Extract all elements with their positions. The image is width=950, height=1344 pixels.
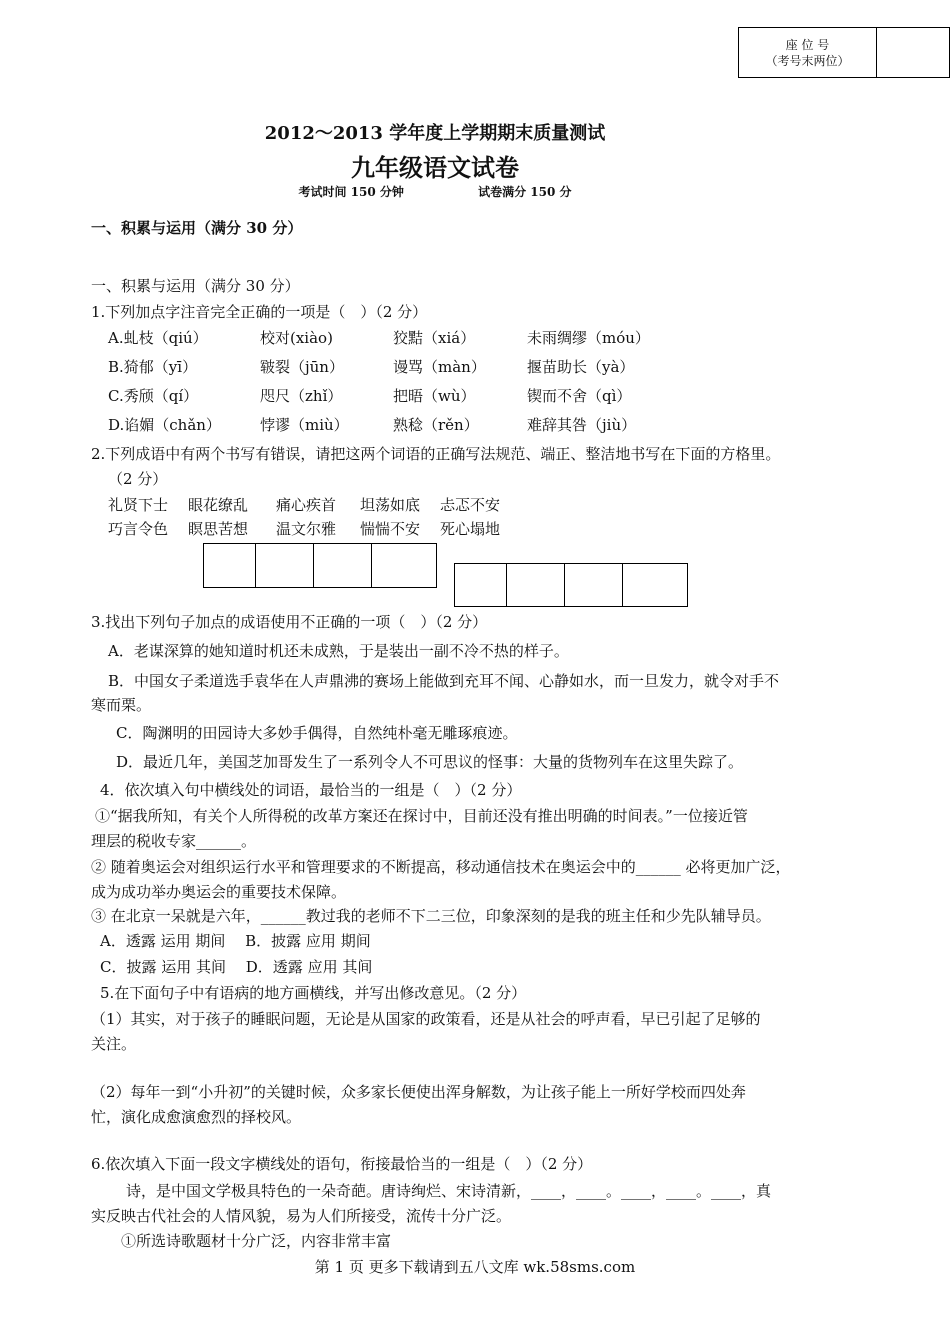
q1-option: 把晤（wù） <box>393 387 476 405</box>
exam-year-title: 2012～2013 学年度上学期期末质量测试 <box>264 123 606 144</box>
idiom: 瞑思苦想 <box>188 520 249 538</box>
q2-score: （2 分） <box>108 470 168 488</box>
q1-option: D.谄媚（chǎn） <box>108 416 221 434</box>
answer-grid-1[interactable] <box>203 543 437 588</box>
seat-number-box <box>738 27 950 78</box>
idiom: 礼贤下士 <box>108 496 169 514</box>
answer-cell[interactable] <box>507 564 565 606</box>
q2-stem: 2.下列成语中有两个书写有错误，请把这两个词语的正确写法规范、端正、整洁地书写在下面的方格里。 <box>91 445 781 463</box>
q3-option-d: D．最近几年，美国芝加哥发生了一系列令人不可思议的怪事：大量的货物列车在这里失踪了。 <box>116 753 744 771</box>
q5-stem: 5.在下面句子中有语病的地方画横线，并写出修改意见。（2 分） <box>100 984 527 1002</box>
answer-grid-2[interactable] <box>454 563 688 607</box>
q4-sentence-2-cont: 成为成功举办奥运会的重要技术保障。 <box>91 883 347 901</box>
q3-option-b: B．中国女子柔道选手袁华在人声鼎沸的赛场上能做到充耳不闻、心静如水，而一旦发力，就令对手不 <box>108 672 780 690</box>
section-heading-repeat: 一、积累与运用（满分 30 分） <box>91 277 300 295</box>
q6-stem: 6.依次填入下面一段文字横线处的语句，衔接最恰当的一组是（ ）（2 分） <box>91 1155 593 1173</box>
q4-sentence-1: ①“据我所知，有关个人所得税的改革方案还在探讨中，目前还没有推出明确的时间表。”一位接近管 <box>95 807 748 825</box>
q5-sentence-1-cont: 关注。 <box>91 1035 137 1053</box>
exam-main-title: 九年级语文试卷 <box>351 153 519 182</box>
idiom: 坦荡如底 <box>360 496 421 514</box>
idiom: 忐忑不安 <box>440 496 501 514</box>
q3-option-b-cont: 寒而栗。 <box>91 696 152 714</box>
idiom: 巧言令色 <box>108 520 169 538</box>
q1-option: 揠苗助长（yà） <box>527 358 635 376</box>
answer-cell[interactable] <box>455 564 507 606</box>
q5-sentence-1: （1）其实，对于孩子的睡眠问题，无论是从国家的政策看，还是从社会的呼声看，早已引起了足够的 <box>91 1010 761 1028</box>
answer-cell[interactable] <box>314 544 372 587</box>
q1-option: 狡黠（xiá） <box>393 329 476 347</box>
q4-sentence-1-cont: 理层的税收专家______。 <box>91 832 257 850</box>
q4-sentence-2: ② 随着奥运会对组织运行水平和管理要求的不断提高，移动通信技术在奥运会中的______ 必将更加广泛， <box>91 858 791 876</box>
q1-option: 未雨绸缪（móu） <box>527 329 650 347</box>
q6-passage-cont: 实反映古代社会的人情风貌，易为人们所接受，流传十分广泛。 <box>91 1207 512 1225</box>
q1-option: 校对(xiào) <box>260 329 333 347</box>
idiom: 痛心疾首 <box>276 496 337 514</box>
answer-cell[interactable] <box>256 544 314 587</box>
full-score: 试卷满分 150 分 <box>478 185 572 199</box>
idiom: 眼花缭乱 <box>188 496 249 514</box>
section-heading: 一、积累与运用（满分 30 分） <box>91 219 303 237</box>
q3-stem: 3.找出下列句子加点的成语使用不正确的一项（ ）（2 分） <box>91 613 488 631</box>
q1-option: 锲而不舍（qì） <box>527 387 632 405</box>
answer-cell[interactable] <box>204 544 256 587</box>
q1-option: 难辞其咎（jiù） <box>527 416 637 434</box>
idiom: 死心塌地 <box>440 520 501 538</box>
q1-option: B.猗郁（yī） <box>108 358 198 376</box>
answer-cell[interactable] <box>372 544 436 587</box>
q1-option: 皲裂（jūn） <box>260 358 344 376</box>
seat-number-label: 座 位 号 （考号末两位） <box>739 28 877 77</box>
q1-option: 熟稔（rěn） <box>393 416 479 434</box>
q4-stem: 4．依次填入句中横线处的词语，最恰当的一组是（ ）（2 分） <box>100 781 522 799</box>
q4-options-ab: A．透露 运用 期间 B．披露 应用 期间 <box>100 932 371 950</box>
q1-option: 谩骂（màn） <box>393 358 486 376</box>
q5-sentence-2: （2）每年一到“小升初”的关键时候，众多家长便使出浑身解数，为让孩子能上一所好学校而四处奔 <box>91 1083 746 1101</box>
q4-sentence-3: ③ 在北京一呆就是六年，______教过我的老师不下二三位，印象深刻的是我的班主任和少先队辅导员。 <box>91 907 771 925</box>
q6-option-1: ①所选诗歌题材十分广泛，内容非常丰富 <box>121 1232 392 1250</box>
answer-cell[interactable] <box>623 564 687 606</box>
q1-option: C.秀颀（qí） <box>108 387 199 405</box>
q5-sentence-2-cont: 忙，演化成愈演愈烈的择校风。 <box>91 1108 302 1126</box>
q1-option: A.虬枝（qiú） <box>108 329 208 347</box>
exam-time: 考试时间 150 分钟 <box>298 185 404 199</box>
idiom: 温文尔雅 <box>276 520 337 538</box>
q1-option: 悖谬（miù） <box>260 416 349 434</box>
idiom: 惴惴不安 <box>360 520 421 538</box>
answer-cell[interactable] <box>565 564 623 606</box>
q3-option-a: A．老谋深算的她知道时机还未成熟，于是装出一副不冷不热的样子。 <box>108 642 569 660</box>
q3-option-c: C．陶渊明的田园诗大多妙手偶得，自然纯朴毫无雕琢痕迹。 <box>116 724 518 742</box>
page-footer: 第 1 页 更多下载请到五八文库 wk.58sms.com <box>314 1258 636 1276</box>
exam-info <box>0 183 870 200</box>
q1-stem: 1.下列加点字注音完全正确的一项是（ ）（2 分） <box>91 303 428 321</box>
q4-options-cd: C．披露 运用 其间 D．透露 应用 其间 <box>100 958 373 976</box>
q6-passage: 诗，是中国文学极具特色的一朵奇葩。唐诗绚烂、宋诗清新，____，____。____，____。____，真 <box>126 1182 772 1200</box>
q1-option: 咫尺（zhǐ） <box>260 387 343 405</box>
